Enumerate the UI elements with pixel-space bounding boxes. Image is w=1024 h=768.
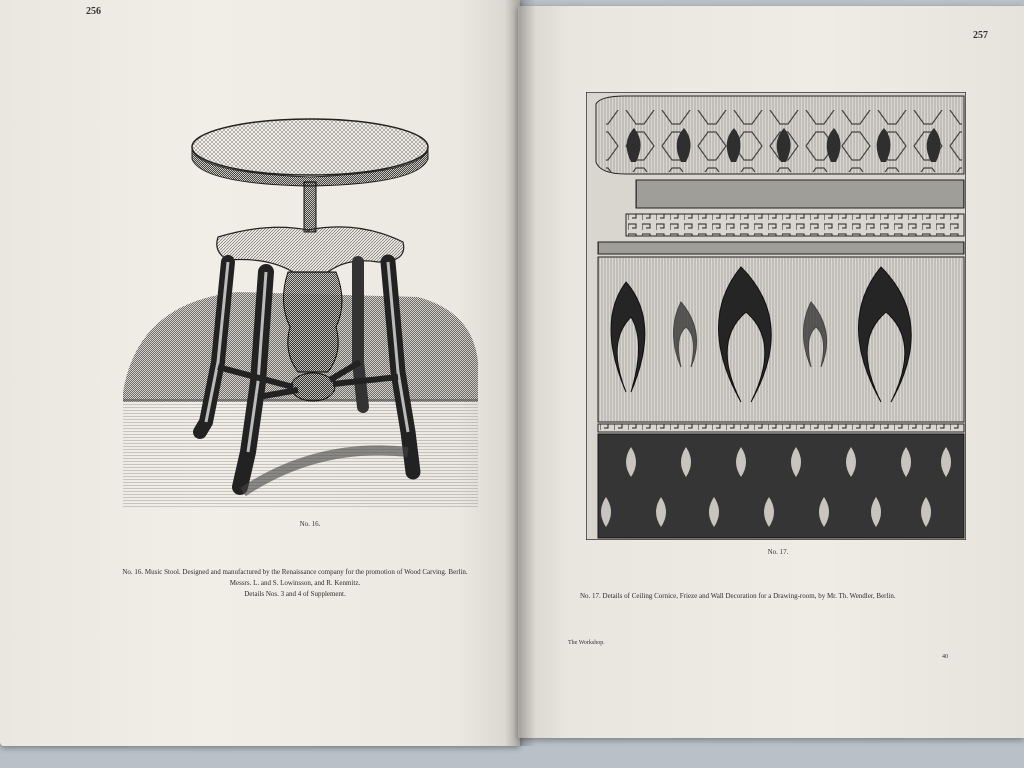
- book-gutter: [505, 0, 535, 746]
- figure-label-17: No. 17.: [767, 548, 789, 556]
- page-number-left: 256: [86, 6, 101, 17]
- cornice-frieze-engraving: [586, 92, 966, 540]
- caption-16-line-1: No. 16. Music Stool. Designed and manufactured by the Renaissance company for the promotion of Wood Carving. Berlin.: [122, 568, 468, 576]
- left-page: [0, 0, 520, 746]
- music-stool-engraving: [118, 112, 480, 512]
- caption-16: [80, 567, 510, 600]
- caption-16-line-3: Details Nos. 3 and 4 of Supplement.: [244, 590, 346, 598]
- footer-title: The Workshop.: [568, 640, 605, 646]
- figure-label-16: No. 16.: [299, 520, 321, 528]
- caption-16-line-2: Messrs. L. and S. Lowinsson, and R. Kenmitz.: [229, 579, 361, 587]
- caption-17: No. 17. Details of Ceiling Cornice, Frieze and Wall Decoration for a Drawing-room, by Mr. Th. Wendler, Berlin.: [580, 592, 896, 600]
- page-number-right: 257: [973, 30, 988, 41]
- footer-page-number: 40: [942, 654, 948, 660]
